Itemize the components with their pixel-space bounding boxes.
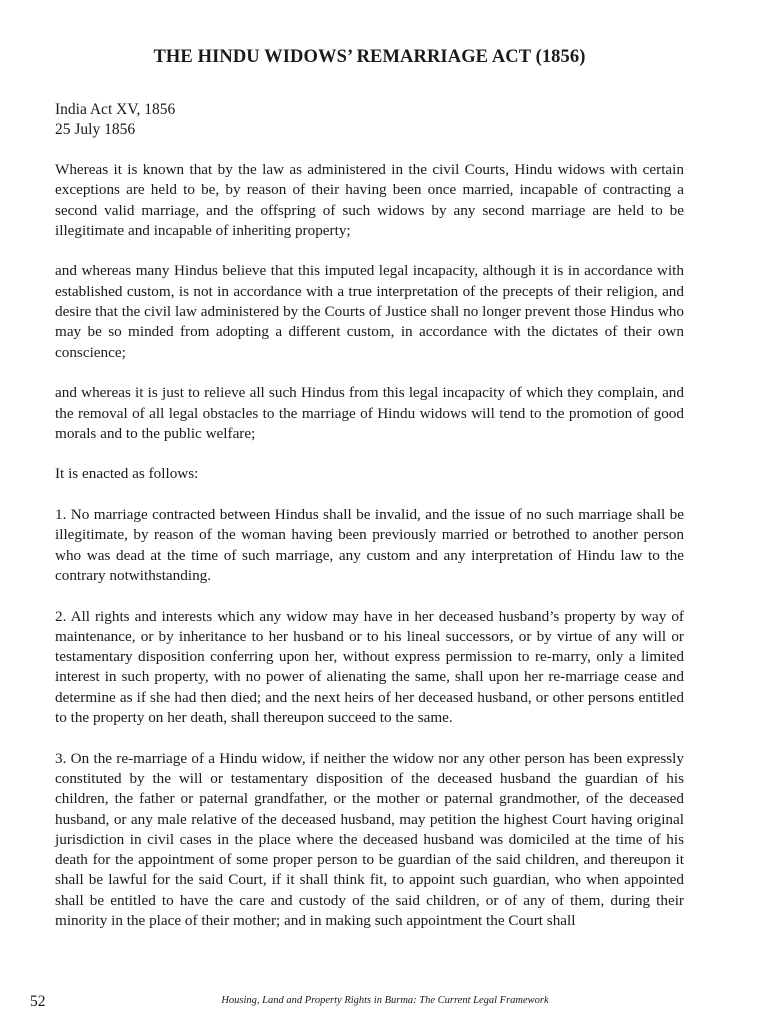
- act-metadata: [55, 100, 175, 141]
- preamble-paragraph-3: and whereas it is just to relieve all such Hindus from this legal incapacity of which they complain, and the removal of all legal obstacles to the marriage of Hindu widows will tend to the promotion of good morals and to the public welfare;: [55, 384, 684, 442]
- document-title: THE HINDU WIDOWS’ REMARRIAGE ACT (1856): [153, 47, 586, 67]
- section-3: 3. On the re-marriage of a Hindu widow, if neither the widow nor any other person has been expressly constituted by the will or testamentary disposition of the deceased husband the guardian of his children, the father or paternal grandfather, or the mother or paternal grandmother, of the deceased husband, or any male relative of the deceased husband, may petition the highest Court having original jurisdiction in civil cases in the place where the deceased husband was domiciled at the time of his death for the appointment of some proper person to be guardian of the said children, and thereupon it shall be lawful for the said Court, if it shall think fit, to appoint such guardian, who when appointed shall be entitled to have the care and custody of the said children, or of any of them, during their minority in the place of their mother; and in making such appointment the Court shall: [55, 749, 684, 929]
- section-1: 1. No marriage contracted between Hindus shall be invalid, and the issue of no such marriage shall be illegitimate, by reason of the woman having been previously married or betrothed to another person who was dead at the time of such marriage, any custom and any interpretation of Hindu law to the contrary notwithstanding.: [55, 506, 684, 584]
- footer-publication-title: Housing, Land and Property Rights in Burma: The Current Legal Framework: [221, 995, 549, 1006]
- section-2: 2. All rights and interests which any widow may have in her deceased husband’s property by way of maintenance, or by inheritance to her husband or to his lineal successors, or by virtue of any will or testamentary disposition conferring upon her, without express permission to re-marry, only a limited interest in such property, with no power of alienating the same, shall upon her re-marriage cease and determine as if she had then died; and the next heirs of her deceased husband, or other persons entitled to the property on her death, shall thereupon succeed to the same.: [55, 607, 684, 727]
- act-date: 25 July 1856: [55, 121, 136, 139]
- page-number: 52: [30, 993, 46, 1010]
- document-body: [55, 160, 684, 952]
- preamble-paragraph-2: and whereas many Hindus believe that this imputed legal incapacity, although it is in accordance with established custom, is not in accordance with a true interpretation of the precepts of their religion, and desire that the civil law administered by the Courts of Justice shall no longer prevent those Hindus who may be so minded from adopting a different custom, in accordance with the dictates of their own conscience;: [55, 262, 684, 361]
- enactment-clause: It is enacted as follows:: [55, 465, 199, 483]
- preamble-paragraph-1: Whereas it is known that by the law as administered in the civil Courts, Hindu widows with certain exceptions are held to be, by reason of their having been once married, incapable of contracting a second valid marriage, and the offspring of such widows by any second marriage are held to be illegitimate and incapable of inheriting property;: [55, 161, 684, 239]
- document-page: [55, 0, 684, 1024]
- act-reference: India Act XV, 1856: [55, 101, 176, 118]
